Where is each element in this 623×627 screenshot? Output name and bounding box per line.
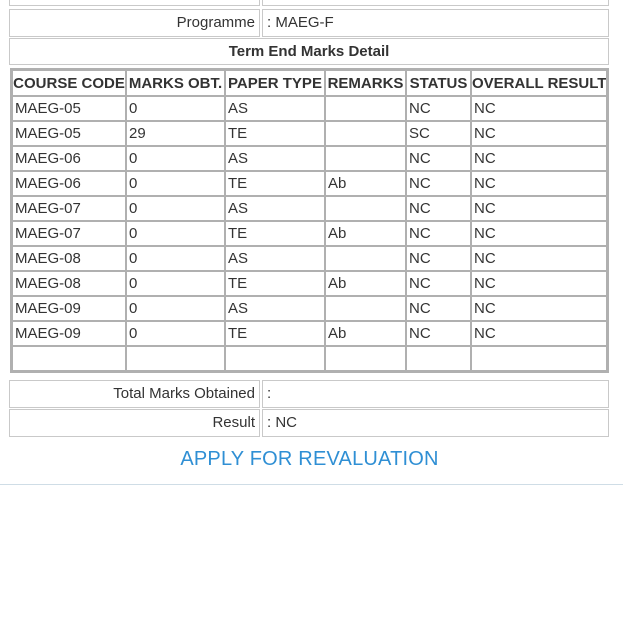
table-row (12, 321, 607, 346)
cell-overall-result: NC (471, 96, 607, 121)
cell-marks-obtained: 0 (126, 246, 225, 271)
cell-course-code: MAEG-08 (12, 246, 126, 271)
result-label: Result (9, 409, 260, 437)
cell-paper-type: AS (225, 146, 325, 171)
cell-overall-result: NC (471, 146, 607, 171)
cell-overall-result: NC (471, 196, 607, 221)
cell-status: NC (406, 321, 471, 346)
cell-overall-result (471, 346, 607, 371)
cell-overall-result: NC (471, 296, 607, 321)
cell-course-code: MAEG-07 (12, 221, 126, 246)
cell-remarks (325, 296, 406, 321)
cell-status (406, 346, 471, 371)
table-row (12, 271, 607, 296)
cell-status: NC (406, 96, 471, 121)
cell-marks-obtained (126, 346, 225, 371)
cell-remarks: Ab (325, 271, 406, 296)
marks-table-body (12, 96, 607, 371)
cell-course-code: MAEG-07 (12, 196, 126, 221)
cell-remarks (325, 121, 406, 146)
cell-remarks: Ab (325, 321, 406, 346)
cell-status: NC (406, 271, 471, 296)
cell-remarks: Ab (325, 171, 406, 196)
table-row (12, 246, 607, 271)
cell-status: NC (406, 171, 471, 196)
cell-marks-obtained: 29 (126, 121, 225, 146)
cell-paper-type (225, 346, 325, 371)
cell-course-code: MAEG-05 (12, 96, 126, 121)
cell-course-code (12, 346, 126, 371)
table-row (12, 346, 607, 371)
cell-remarks (325, 96, 406, 121)
cell-marks-obtained: 0 (126, 271, 225, 296)
cell-marks-obtained: 0 (126, 196, 225, 221)
cell-overall-result: NC (471, 121, 607, 146)
cell-paper-type: AS (225, 296, 325, 321)
cell-remarks: Ab (325, 221, 406, 246)
cell-course-code: MAEG-09 (12, 321, 126, 346)
cell-remarks (325, 246, 406, 271)
table-row (12, 196, 607, 221)
table-row (12, 96, 607, 121)
cell-marks-obtained: 0 (126, 296, 225, 321)
marks-table (10, 68, 609, 373)
cell-paper-type: AS (225, 246, 325, 271)
cell-marks-obtained: 0 (126, 321, 225, 346)
table-row (12, 221, 607, 246)
table-row (12, 146, 607, 171)
cell-marks-obtained: 0 (126, 96, 225, 121)
programme-label: Programme (9, 9, 260, 37)
column-header-overall-result: OVERALL RESULT (471, 70, 607, 96)
programme-value: : MAEG-F (262, 9, 609, 37)
result-value: : NC (262, 409, 609, 437)
cell-status: NC (406, 221, 471, 246)
cell-remarks (325, 196, 406, 221)
cell-overall-result: NC (471, 171, 607, 196)
cell-status: NC (406, 146, 471, 171)
table-row (12, 296, 607, 321)
cell-overall-result: NC (471, 271, 607, 296)
divider (0, 484, 623, 485)
cell-paper-type: AS (225, 196, 325, 221)
cell-course-code: MAEG-09 (12, 296, 126, 321)
cell-status: NC (406, 246, 471, 271)
column-header-course-code: COURSE CODE (12, 70, 126, 96)
cell-course-code: MAEG-06 (12, 171, 126, 196)
column-header-status: STATUS (406, 70, 471, 96)
previous-row-value-cell (262, 0, 609, 6)
column-header-marks-obtained: MARKS OBT. (126, 70, 225, 96)
cell-remarks (325, 346, 406, 371)
table-header-row (12, 70, 607, 96)
cell-overall-result: NC (471, 321, 607, 346)
cell-paper-type: TE (225, 321, 325, 346)
cell-status: NC (406, 196, 471, 221)
cell-marks-obtained: 0 (126, 221, 225, 246)
cell-paper-type: TE (225, 271, 325, 296)
cell-paper-type: TE (225, 121, 325, 146)
table-row (12, 121, 607, 146)
previous-row-label-cell (9, 0, 260, 6)
cell-course-code: MAEG-06 (12, 146, 126, 171)
cell-marks-obtained: 0 (126, 171, 225, 196)
term-end-marks-header: Term End Marks Detail (9, 38, 609, 65)
column-header-paper-type: PAPER TYPE (225, 70, 325, 96)
cell-remarks (325, 146, 406, 171)
cell-status: NC (406, 296, 471, 321)
column-header-remarks: REMARKS (325, 70, 406, 96)
cell-course-code: MAEG-08 (12, 271, 126, 296)
cell-paper-type: TE (225, 171, 325, 196)
table-row (12, 171, 607, 196)
cell-paper-type: TE (225, 221, 325, 246)
cell-overall-result: NC (471, 221, 607, 246)
cell-marks-obtained: 0 (126, 146, 225, 171)
total-marks-label: Total Marks Obtained (9, 380, 260, 408)
apply-for-revaluation-link[interactable]: APPLY FOR REVALUATION (180, 448, 439, 470)
cell-course-code: MAEG-05 (12, 121, 126, 146)
cell-status: SC (406, 121, 471, 146)
cell-paper-type: AS (225, 96, 325, 121)
cell-overall-result: NC (471, 246, 607, 271)
total-marks-value: : (262, 380, 609, 408)
